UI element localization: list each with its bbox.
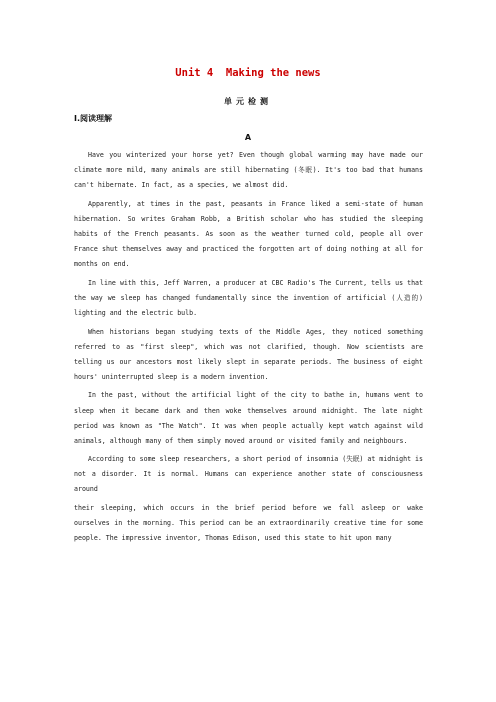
paragraph: When historians began studying texts of the Middle Ages, they noticed something referred to as "first sleep", which was not clarified, though. Now scientists are telling us our ancestors most likely slept in separate periods. The business of eight hours' uninterrupted sleep is a modern invention. <box>74 327 423 381</box>
paragraph: According to some sleep researchers, a short period of insomnia (失眠) at midnight is not a disorder. It is normal. Humans can experience another state of consciousness around <box>74 455 423 494</box>
passage-body <box>74 148 423 550</box>
paragraph: their sleeping, which occurs in the brief period before we fall asleep or wake ourselves in the morning. This period can be an extraordinarily creative time for some people. The impressive inventor, Thomas Edison, used this state to hit upon many <box>74 504 423 543</box>
document-subtitle: 单元检测 <box>224 97 272 106</box>
section-heading: Ⅰ.阅读理解 <box>74 114 113 123</box>
paragraph: Apparently, at times in the past, peasants in France liked a semi-state of human hibernation. So writes Graham Robb, a British scholar who has studied the sleeping habits of the French peasants. As soon as the weather turned cold, people all over France shut themselves away and practiced the forgotten art of doing nothing at all for months on end. <box>74 199 423 269</box>
document-title: Unit 4 Making the news <box>175 67 321 79</box>
paragraph: In line with this, Jeff Warren, a producer at CBC Radio's The Current, tells us that the way we sleep has changed fundamentally since the invention of artificial (人造的) lighting and the electric bulb. <box>74 278 423 317</box>
passage-label: A <box>244 133 252 142</box>
paragraph: Have you winterized your horse yet? Even though global warming may have made our climate more mild, many animals are still hibernating (冬眠). It's too bad that humans can't hibernate. In fact, as a species, we almost did. <box>74 151 423 190</box>
paragraph: In the past, without the artificial light of the city to bathe in, humans went to sleep when it became dark and then woke themselves around midnight. The late night period was known as "The Watch". It was when people actually kept watch against wild animals, although many of them simply moved around or visited family and neighbours. <box>74 391 423 445</box>
